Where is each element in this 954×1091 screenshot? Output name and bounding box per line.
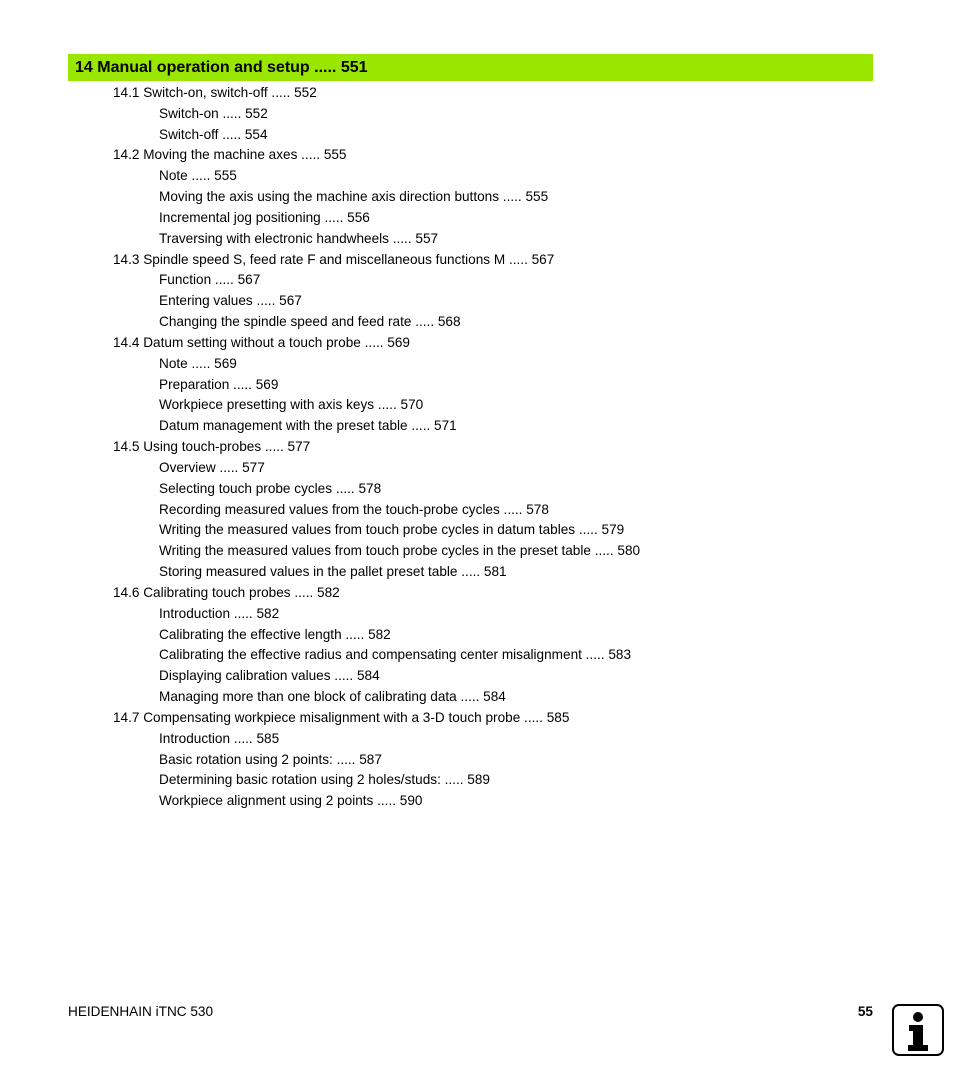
toc-subsection-entry[interactable]: Workpiece alignment using 2 points ..... 590 <box>159 793 423 809</box>
info-icon <box>892 1004 944 1056</box>
toc-subsection-entry[interactable]: Traversing with electronic handwheels ..... 557 <box>159 230 439 246</box>
toc-subsection-entry[interactable]: Preparation ..... 569 <box>159 376 279 392</box>
toc-section-entry[interactable]: 14.1 Switch-on, switch-off ..... 552 <box>113 85 317 100</box>
toc-section-entry[interactable]: 14.6 Calibrating touch probes ..... 582 <box>113 584 340 600</box>
toc-subsection-entry[interactable]: Selecting touch probe cycles ..... 578 <box>159 480 382 496</box>
toc-subsection-entry[interactable]: Switch-off ..... 554 <box>159 126 268 142</box>
toc-subsection-entry[interactable]: Entering values ..... 567 <box>159 293 302 309</box>
table-of-contents <box>0 83 954 812</box>
toc-subsection-entry[interactable]: Storing measured values in the pallet preset table ..... 581 <box>159 564 507 580</box>
toc-subsection-entry[interactable]: Note ..... 555 <box>159 168 237 184</box>
chapter-title: 14 Manual operation and setup ..... 551 <box>75 58 368 76</box>
toc-subsection-entry[interactable]: Basic rotation using 2 points: ..... 587 <box>159 751 382 767</box>
toc-section-entry[interactable]: 14.5 Using touch-probes ..... 577 <box>113 439 311 455</box>
toc-subsection-entry[interactable]: Datum management with the preset table ..... 571 <box>159 418 457 434</box>
toc-subsection-entry[interactable]: Overview ..... 577 <box>159 459 265 475</box>
chapter-heading <box>68 54 873 81</box>
toc-subsection-entry[interactable]: Note ..... 569 <box>159 355 237 371</box>
toc-subsection-entry[interactable]: Changing the spindle speed and feed rate ..... 568 <box>159 314 461 330</box>
toc-section-entry[interactable]: 14.4 Datum setting without a touch probe ..... 569 <box>113 334 410 350</box>
toc-subsection-entry[interactable]: Displaying calibration values ..... 584 <box>159 668 380 684</box>
footer-product-name: HEIDENHAIN iTNC 530 <box>68 1004 214 1019</box>
toc-subsection-entry[interactable]: Switch-on ..... 552 <box>159 105 268 121</box>
toc-section-entry[interactable]: 14.2 Moving the machine axes ..... 555 <box>113 147 347 163</box>
toc-subsection-entry[interactable]: Workpiece presetting with axis keys ..... 570 <box>159 397 424 413</box>
toc-section-entry[interactable]: 14.3 Spindle speed S, feed rate F and miscellaneous functions M ..... 567 <box>113 251 555 267</box>
toc-subsection-entry[interactable]: Determining basic rotation using 2 holes/studs: ..... 589 <box>159 772 490 788</box>
toc-subsection-entry[interactable]: Writing the measured values from touch probe cycles in datum tables ..... 579 <box>159 522 625 538</box>
toc-subsection-entry[interactable]: Calibrating the effective length ..... 582 <box>159 626 391 642</box>
toc-subsection-entry[interactable]: Writing the measured values from touch probe cycles in the preset table ..... 580 <box>159 543 641 559</box>
toc-subsection-entry[interactable]: Moving the axis using the machine axis direction buttons ..... 555 <box>159 189 549 205</box>
toc-section-entry[interactable]: 14.7 Compensating workpiece misalignment with a 3-D touch probe ..... 585 <box>113 709 570 725</box>
page-number: 55 <box>857 1004 873 1019</box>
toc-subsection-entry[interactable]: Recording measured values from the touch-probe cycles ..... 578 <box>159 501 549 517</box>
toc-subsection-entry[interactable]: Introduction ..... 585 <box>159 730 280 746</box>
toc-subsection-entry[interactable]: Calibrating the effective radius and compensating center misalignment ..... 583 <box>159 647 632 663</box>
toc-subsection-entry[interactable]: Managing more than one block of calibrating data ..... 584 <box>159 689 506 705</box>
toc-subsection-entry[interactable]: Incremental jog positioning ..... 556 <box>159 209 370 225</box>
toc-subsection-entry[interactable]: Function ..... 567 <box>159 272 261 288</box>
toc-subsection-entry[interactable]: Introduction ..... 582 <box>159 605 280 621</box>
